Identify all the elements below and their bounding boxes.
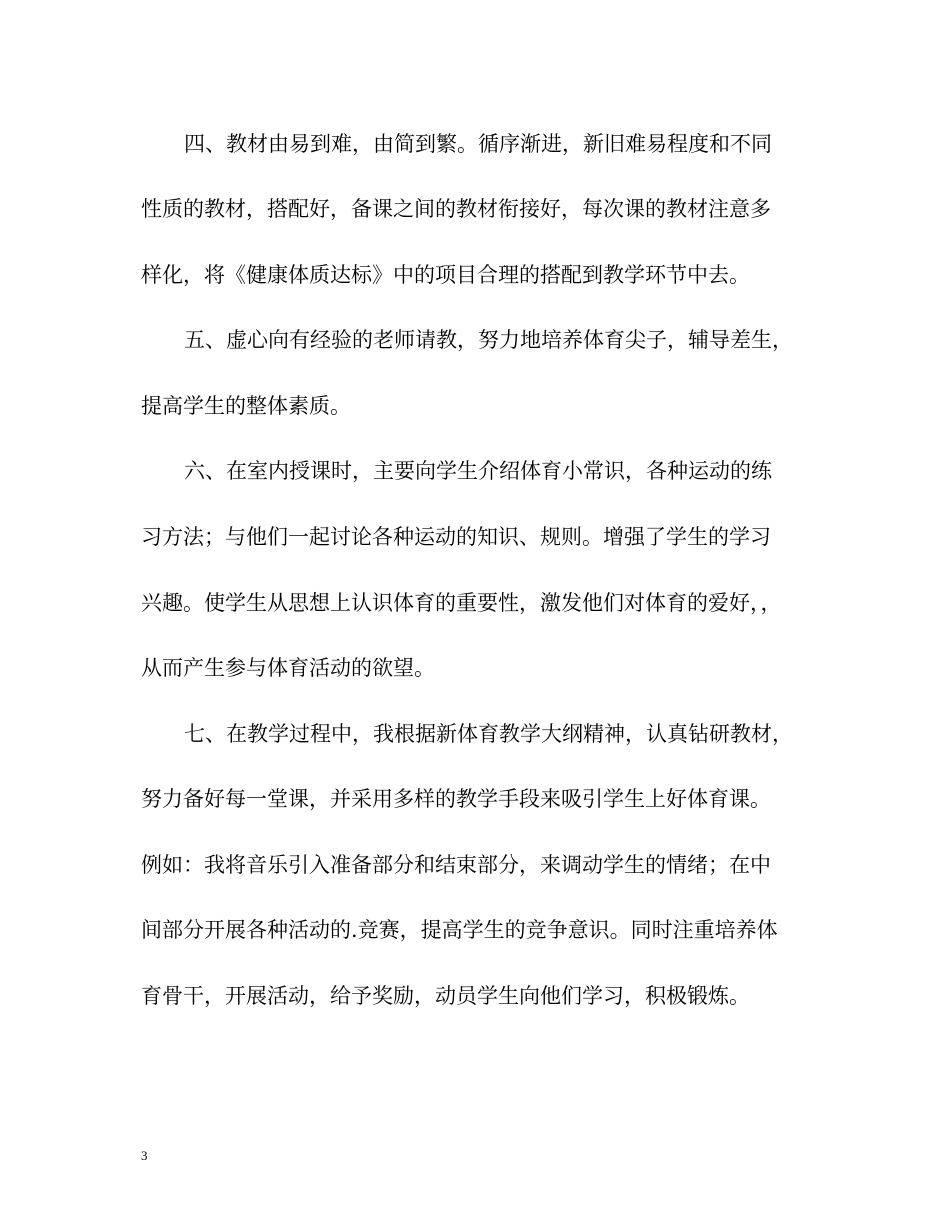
paragraph-4-line-1: 四、教材由易到难，由简到繁。循序渐进，新旧难易程度和不同 bbox=[184, 132, 772, 156]
paragraph-7-line-5: 育骨干，开展活动，给予奖励，动员学生向他们学习，积极锻炼。 bbox=[141, 984, 750, 1008]
paragraph-5-line-1: 五、虚心向有经验的老师请教，努力地培养体育尖子，辅导差生， bbox=[184, 328, 793, 352]
paragraph-6-line-1: 六、在室内授课时，主要向学生介绍体育小常识，各种运动的练 bbox=[184, 459, 772, 483]
paragraph-4-line-2: 性质的教材，搭配好，备课之间的教材衔接好，每次课的教材注意多 bbox=[141, 197, 771, 221]
paragraph-7-line-3: 例如：我将音乐引入准备部分和结束部分，来调动学生的情绪；在中 bbox=[141, 853, 771, 877]
paragraph-4-line-3: 样化，将《健康体质达标》中的项目合理的搭配到教学环节中去。 bbox=[141, 263, 750, 287]
paragraph-5-line-2: 提高学生的整体素质。 bbox=[141, 394, 351, 418]
paragraph-6-line-2: 习方法；与他们一起讨论各种运动的知识、规则。增强了学生的学习 bbox=[141, 525, 771, 549]
paragraph-6-line-4: 从而产生参与体育活动的欲望。 bbox=[141, 656, 435, 680]
page-number: 3 bbox=[141, 1148, 148, 1163]
paragraph-7-line-2: 努力备好每一堂课，并采用多样的教学手段来吸引学生上好体育课。 bbox=[141, 787, 771, 811]
paragraph-6-line-3: 兴趣。使学生从思想上认识体育的重要性，激发他们对体育的爱好，， bbox=[141, 591, 782, 615]
paragraph-7-line-1: 七、在教学过程中，我根据新体育教学大纲精神，认真钻研教材， bbox=[184, 722, 793, 746]
paragraph-7-line-4: 间部分开展各种活动的.竞赛，提高学生的竞争意识。同时注重培养体 bbox=[141, 918, 778, 942]
